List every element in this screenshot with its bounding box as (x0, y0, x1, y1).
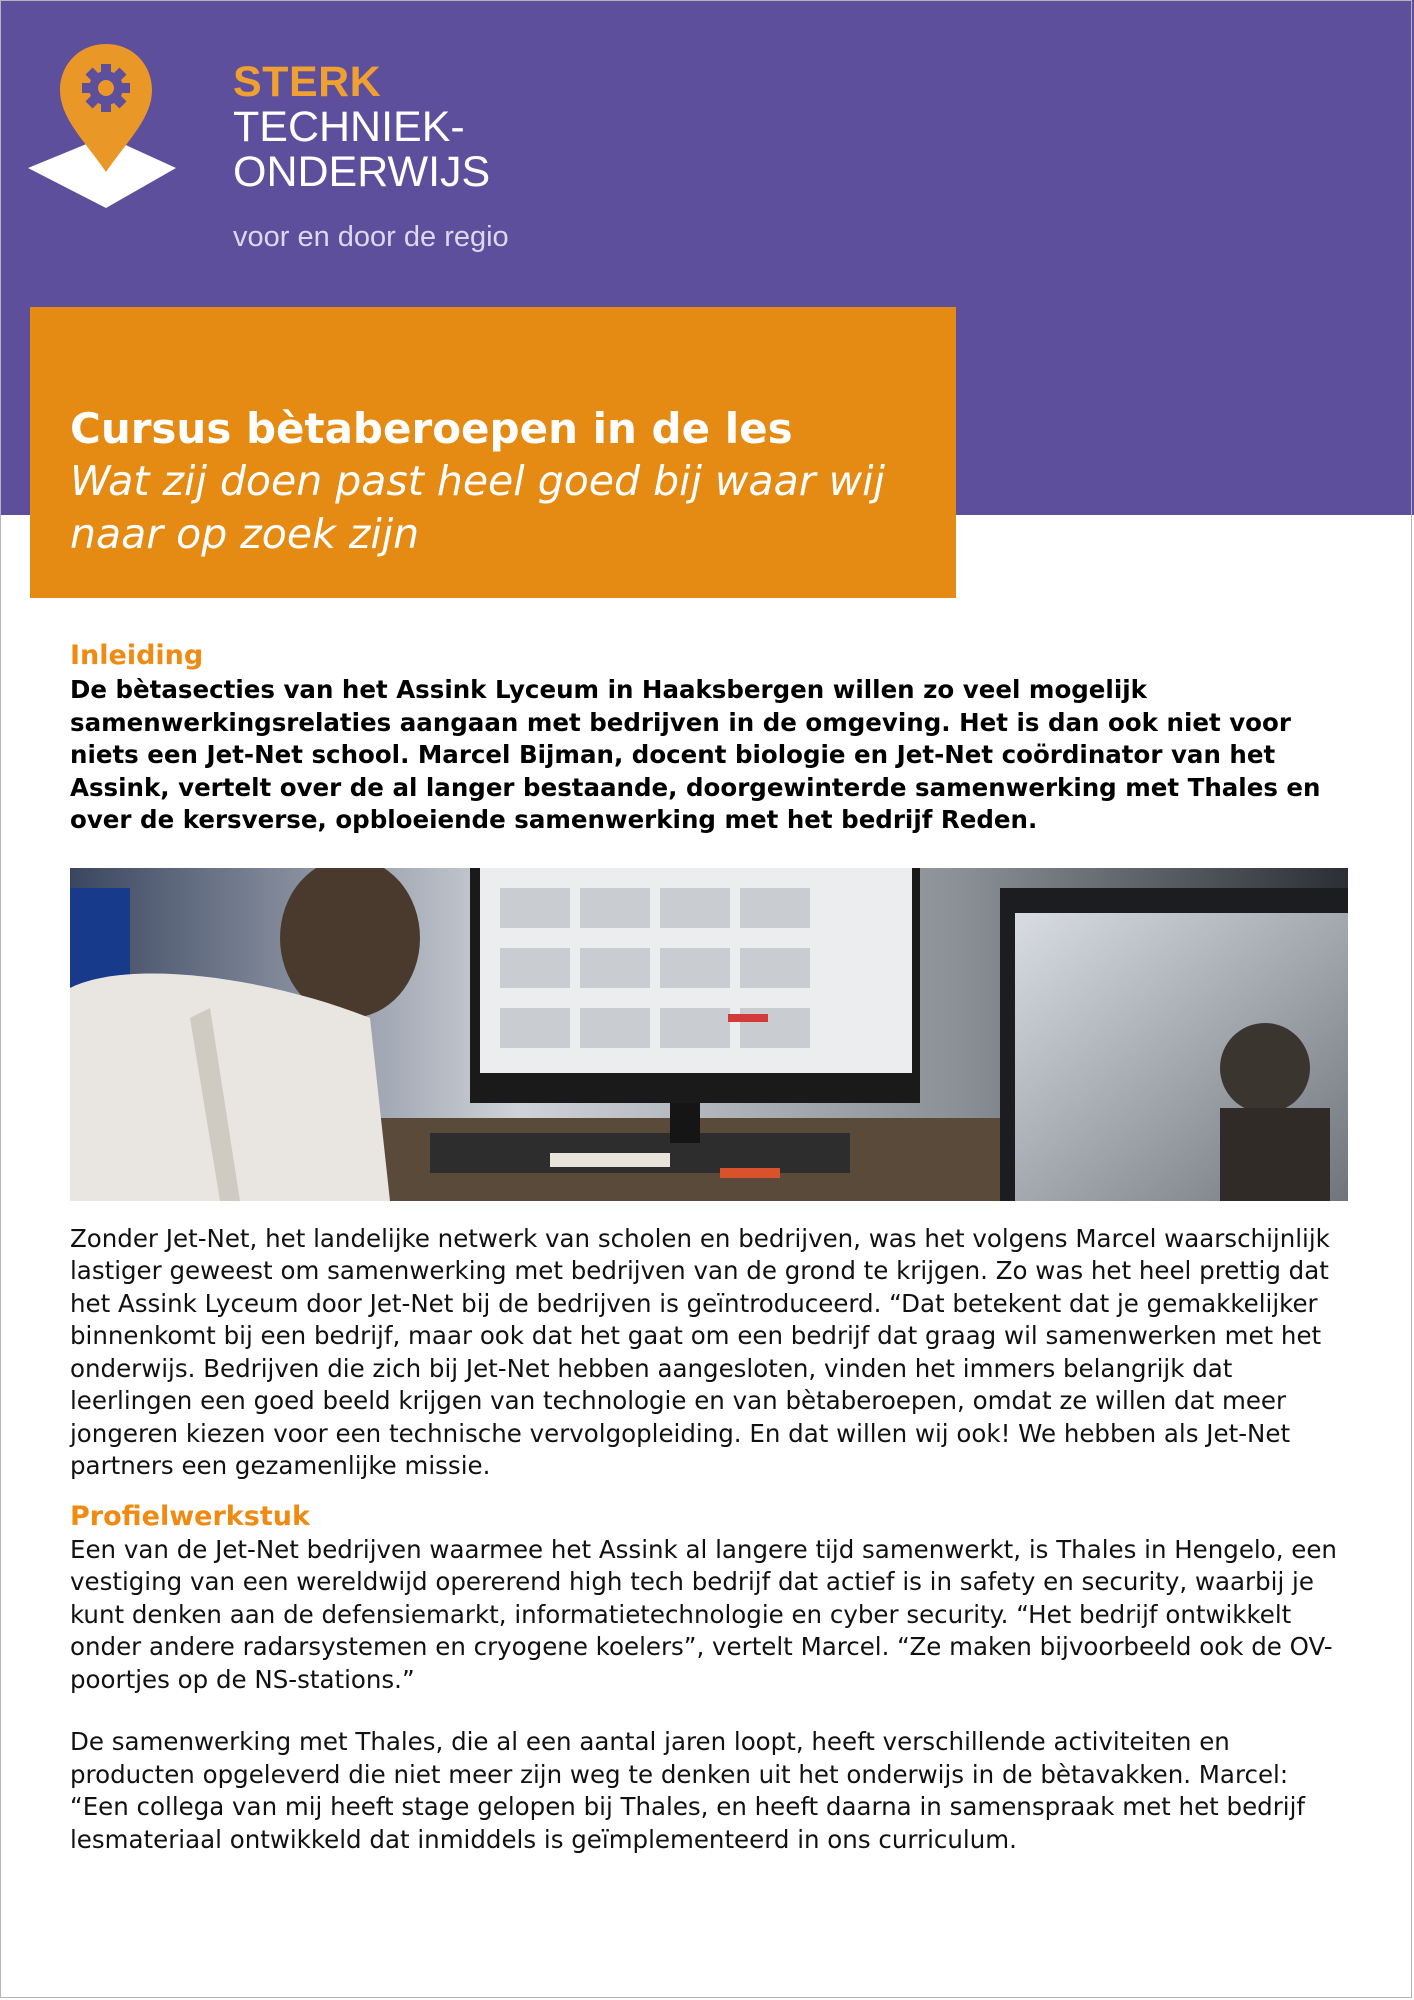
body-paragraph-2: Een van de Jet-Net bedrijven waarmee het Assink al langere tijd samenwerkt, is Thales in Hengelo, een vestiging van een wereldwijd opererend high tech bedrijf dat actief is in safety en security, waarbij je kunt denken aan de defensiemarkt, informatietechnologie en cyber security. “Het bedrijf ontwikkelt onder andere radarsystemen en cryogene koelers”, vertelt Marcel. “Ze maken bijvoorbeeld ook de OV-poortjes op de NS-stations.” (70, 1534, 1337, 1694)
body-paragraph-3: De samenwerking met Thales, die al een aantal jaren loopt, heeft verschillende activiteiten en producten opgeleverd die niet meer zijn weg te denken uit het onderwijs in de bètavakken. Marcel: “Een collega van mij heeft stage gelopen bij Thales, en heeft daarna in samenspraak met het bedrijf lesmateriaal ontwikkeld dat inmiddels is geïmplementeerd in ons curriculum. (70, 1727, 1306, 1854)
article-content (70, 639, 1350, 1856)
brand-name-techniek: TECHNIEK- (233, 103, 465, 151)
page-subtitle: Wat zij doen past heel goed bij waar wij naar op zoek zijn (70, 457, 885, 558)
page-title: Cursus bètaberoepen in de les (70, 404, 793, 453)
brand-tagline: voor en door de regio (233, 221, 509, 253)
section-heading-inleiding: Inleiding (70, 640, 204, 671)
title-box (30, 307, 956, 598)
location-pin-gear-icon (28, 40, 183, 212)
brand-name-onderwijs: ONDERWIJS (233, 148, 491, 196)
office-workers-at-computers-photo (70, 868, 1348, 1201)
brand-name-sterk: STERK (233, 58, 382, 106)
body-paragraph-1: Zonder Jet-Net, het landelijke netwerk van scholen en bedrijven, was het volgens Marcel waarschijnlijk lastiger geweest om samenwerking met bedrijven van de grond te krijgen. Zo was het heel prettig dat het Assink Lyceum door Jet-Net bij de bedrijven is geïntroduceerd. “Dat betekent dat je gemakkelijker binnenkomt bij een bedrijf, maar ook dat het gaat om een bedrijf dat graag wil samenwerken met het onderwijs. Bedrijven die zich bij Jet-Net hebben aangesloten, vinden het immers belangrijk dat leerlingen een goed beeld krijgen van technologie en van bètaberoepen, omdat ze willen dat meer jongeren kiezen voor een technische vervolgopleiding. En dat willen wij ook! We hebben als Jet-Net partners een gezamenlijke missie. (70, 1223, 1330, 1480)
intro-paragraph: De bètasecties van het Assink Lyceum in Haaksbergen willen zo veel mogelijk samenwerkingsrelaties aangaan met bedrijven in de omgeving. Het is dan ook niet voor niets een Jet-Net school. Marcel Bijman, docent biologie en Jet-Net coördinator van het Assink, vertelt over de al langer bestaande, doorgewinterde samenwerking met Thales en over de kersverse, opbloeiende samenwerking met het bedrijf Reden. (70, 675, 1321, 834)
section-heading-profielwerkstuk: Profielwerkstuk (70, 1500, 310, 1532)
